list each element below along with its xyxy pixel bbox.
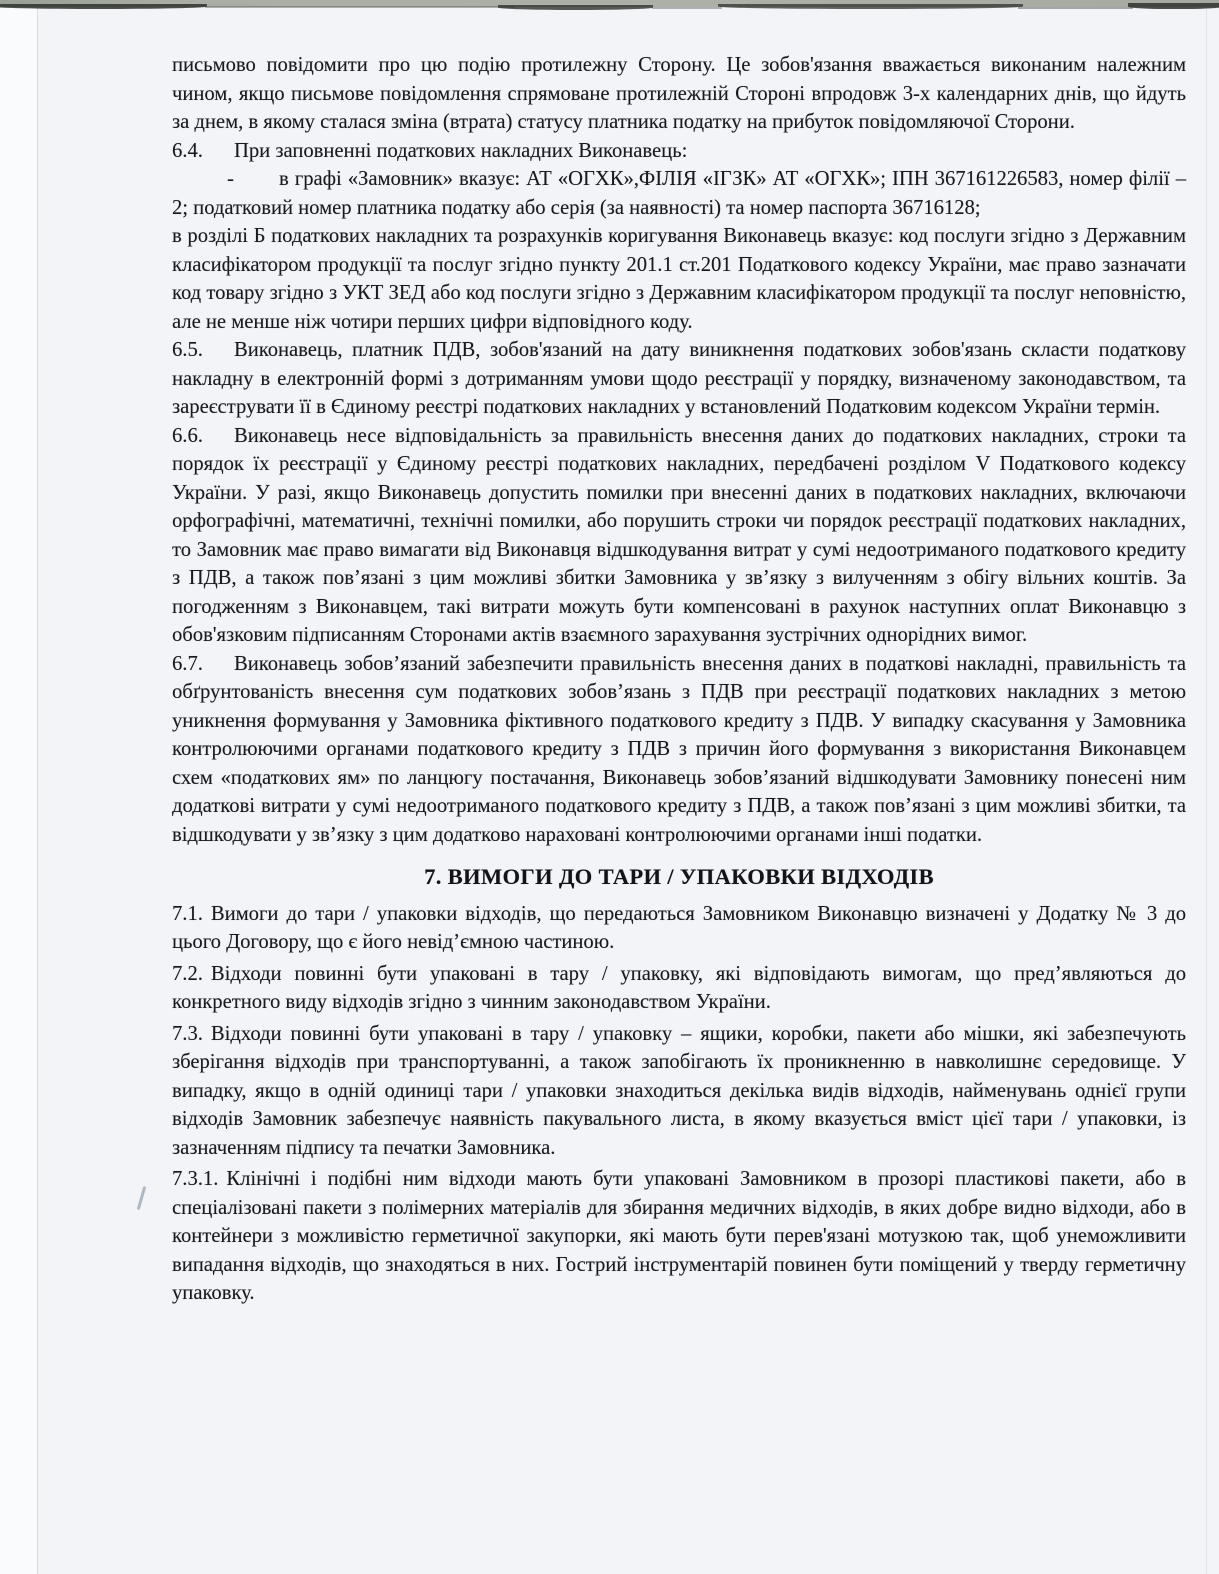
pen-stray-mark xyxy=(137,1186,146,1210)
clause-number: 6.6. xyxy=(172,424,203,447)
section-7-heading: 7. ВИМОГИ ДО ТАРИ / УПАКОВКИ ВІДХОДІВ xyxy=(424,864,934,889)
clause-7-3-1 xyxy=(172,1165,1186,1308)
paragraph-continuation: письмово повідомити про цю подію протилежну Сторону. Це зобов'язання вважається виконаним належним чином, якщо письмове повідомлення спрямоване протилежній Стороні впродовж 3-х календарних днів, що йдуть за днем, в якому сталася зміна (втрата) статусу платника податку на прибуток повідомляючої Сторони. xyxy=(172,54,1186,133)
clause-text: Виконавець несе відповідальність за правильність внесення даних до податкових накладних, строки та порядок їх реєстрації у Єдиному реєстрі податкових накладних, передбачені розділом V Податкового кодексу України. У разі, якщо Виконавець допустить помилки при внесенні даних в податкових накладних, включаючи орфографічні, математичні, технічні помилки, або порушить строки чи порядок реєстрації податкових накладних, то Замовник має право вимагати від Виконавця відшкодування витрат у сумі недоотриманого податкового кредиту з ПДВ, а також пов’язані з цим можливі збитки Замовника у зв’язку з вилученням з обігу вільних коштів. За погодженням з Виконавцем, такі витрати можуть бути компенсовані в рахунок наступних оплат Виконавцю з обов'язковим підписанням Сторонами актів взаємного зарахування зустрічних однорідних вимог. xyxy=(172,424,1186,646)
clause-6-6 xyxy=(172,422,1186,650)
document-text-column xyxy=(172,51,1186,1308)
scan-edge-artifact-top xyxy=(0,0,1219,7)
clause-text: Виконавець зобов’язаний забезпечити правильність внесення даних в податкові накладні, правильність та обґрунтованість внесення сум податкових зобов’язань з ПДВ при реєстрації податкових накладних з метою уникнення формування у Замовника фіктивного податкового кредиту з ПДВ. У випадку скасування у Замовника контролюючими органами податкового кредиту з ПДВ з причин його формування з використання Виконавцем схем «податкових ям» по ланцюгу постачання, Виконавець зобов’язаний відшкодувати Замовнику понесені ним додаткові витрати у сумі недоотриманого податкового кредиту з ПДВ, а також пов’язані з цим можливі збитки, та відшкодувати у зв’язку з цим додатково нараховані контролюючими органами інші податки. xyxy=(172,652,1186,846)
scan-left-margin xyxy=(0,0,38,1574)
scan-artifact-blot xyxy=(205,6,515,8)
clause-number: 7.3.1. xyxy=(172,1168,219,1190)
clause-6-7 xyxy=(172,650,1186,850)
clause-number: 6.4. xyxy=(172,139,203,162)
list-dash-marker: - xyxy=(227,168,234,190)
clause-number: 6.7. xyxy=(172,652,203,675)
page-edge-line-right xyxy=(1206,0,1207,1574)
clause-6-4 xyxy=(172,137,1186,166)
clause-number: 7.2. xyxy=(172,962,203,985)
clause-number: 7.3. xyxy=(172,1022,203,1045)
clause-7-1 xyxy=(172,900,1186,957)
scan-artifact-blot xyxy=(498,5,653,10)
clause-text: Відходи повинні бути упаковані в тару / упаковку, які відповідають вимогам, що пред’являються до конкретного виду відходів згідно з чинним законодавством України. xyxy=(172,962,1186,1013)
scan-artifact-blot xyxy=(718,4,1023,9)
clause-6-4-dash-item xyxy=(172,165,1186,222)
clause-number: 7.1. xyxy=(172,902,203,925)
scan-artifact-blot xyxy=(652,7,722,9)
clause-text: в графі «Замовник» вказує: АТ «ОГХК»,ФІЛІЯ «ІГЗК» АТ «ОГХК»; ІПН 367161226583, номер філії – 2; податковий номер платника податку або серія (за наявності) та номер паспорта 36716128; xyxy=(172,168,1186,219)
clause-6-4-continuation: в розділі Б податкових накладних та розрахунків коригування Виконавець вказує: код послуги згідно з Державним класифікатором продукції та послуг згідно пункту 201.1 ст.201 Податкового кодексу України, має право зазначати код товару згідно з УКТ ЗЕД або код послуги згідно з Державним класифікатором продукції та послуг неповністю, але не менше ніж чотири перших цифри відповідного коду. xyxy=(172,225,1186,333)
clause-text: Клінічні і подібні ним відходи мають бути упаковані Замовником в прозорі пластикові пакети, або в спеціалізовані пакети з полімерних матеріалів для збирання медичних відходів, в яких добре видно відходи, або в контейнери з можливістю герметичної закупорки, які мають бути перев'язані мотузкою так, щоб унеможливити випадання відходів, що знаходяться в них. Гострий інструментарій повинен бути поміщений у тверду герметичну упаковку. xyxy=(172,1168,1186,1304)
clause-text: Вимоги до тари / упаковки відходів, що передаються Замовником Виконавцю визначені у Додатку № 3 до цього Договору, що є його невід’ємною частиною. xyxy=(172,902,1186,953)
scan-artifact-blot xyxy=(0,4,207,9)
clause-text: Виконавець, платник ПДВ, зобов'язаний на дату виникнення податкових зобов'язань скласти податкову накладну в електронній формі з дотриманням умови щодо реєстрації у порядку, визначеному законодавством, та зареєструвати її в Єдиному реєстрі податкових накладних у встановлений Податковим кодексом України термін. xyxy=(172,339,1186,418)
scan-artifact-blot xyxy=(1128,3,1219,9)
clause-text: При заповненні податкових накладних Виконавець: xyxy=(234,139,688,162)
clause-number: 6.5. xyxy=(172,339,203,361)
clause-7-3 xyxy=(172,1020,1186,1163)
clause-6-5 xyxy=(172,336,1186,422)
clause-text: Відходи повинні бути упаковані в тару / упаковку – ящики, коробки, пакети або мішки, які забезпечують зберігання відходів при транспортуванні, а також запобігають їх проникненню в навколишнє середовище. У випадку, якщо в одній одиниці тари / упаковки знаходиться декілька видів відходів, найменувань однієї групи відходів Замовник забезпечує наявність пакувального листа, в якому вказується вміст цієї тари / упаковки, із зазначенням підпису та печатки Замовника. xyxy=(172,1022,1186,1159)
clause-7-2 xyxy=(172,960,1186,1017)
scan-artifact-blot xyxy=(1018,7,1133,9)
